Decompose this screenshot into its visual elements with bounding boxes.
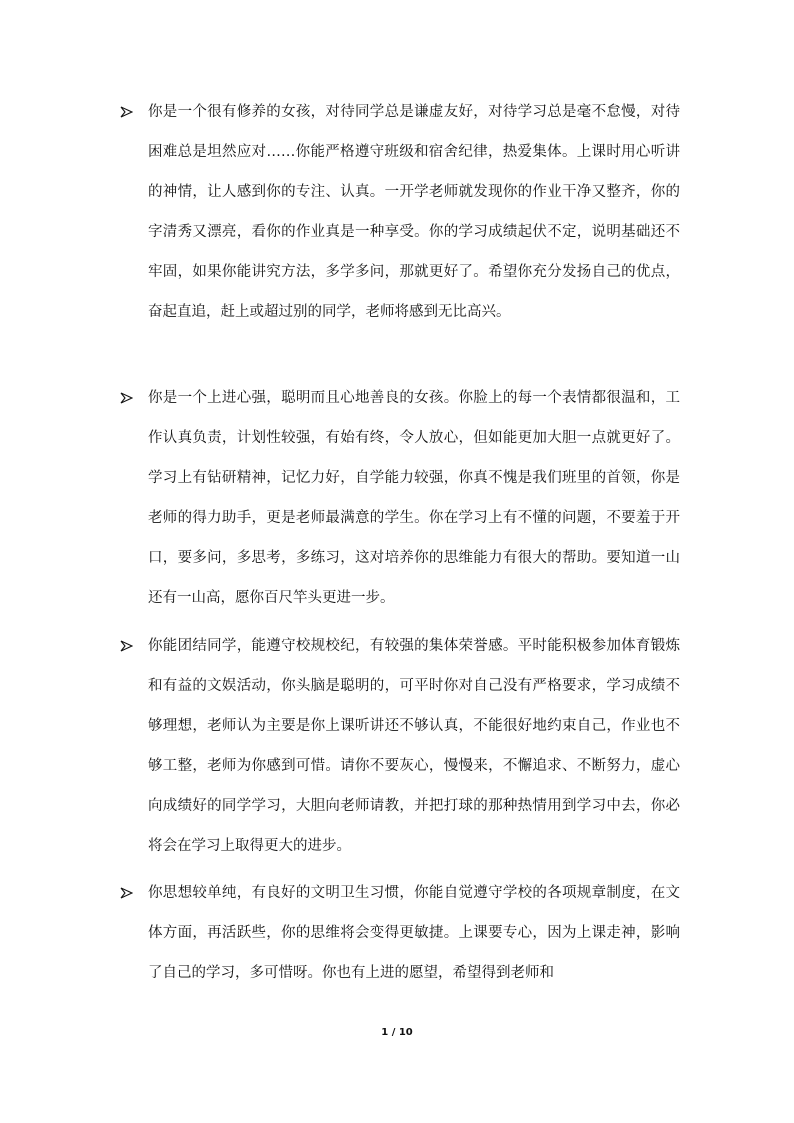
arrow-bullet-icon bbox=[120, 873, 134, 913]
arrow-bullet-icon bbox=[120, 378, 134, 418]
arrow-bullet-icon bbox=[120, 626, 134, 666]
comment-item bbox=[120, 378, 680, 618]
comment-item bbox=[120, 626, 680, 866]
comment-text: 你是一个很有修养的女孩，对待同学总是谦虚友好，对待学习总是毫不怠慢，对待困难总是坦然应对……你能严格遵守班级和宿舍纪律，热爱集体。上课时用心听讲的神情，让人感到你的专注、认真。一开学老师就发现你的作业干净又整齐，你的字清秀又漂亮，看你的作业真是一种享受。你的学习成绩起伏不定，说明基础还不牢固，如果你能讲究方法，多学多问，那就更好了。希望你充分发扬自己的优点，奋起直追，赶上或超过别的同学，老师将感到无比高兴。 bbox=[148, 104, 680, 320]
comment-text: 你能团结同学，能遵守校规校纪，有较强的集体荣誉感。平时能积极参加体育锻炼和有益的文娱活动，你头脑是聪明的，可平时你对自己没有严格要求，学习成绩不够理想，老师认为主要是你上课听讲还不够认真，不能很好地约束自己，作业也不够工整，老师为你感到可惜。请你不要灰心，慢慢来，不懈追求、不断努力，虚心向成绩好的同学学习，大胆向老师请教，并把打球的那种热情用到学习中去，你必将会在学习上取得更大的进步。 bbox=[148, 638, 680, 854]
page-number: 1 / 10 bbox=[381, 1027, 413, 1038]
arrow-bullet-icon bbox=[120, 92, 134, 132]
comment-item bbox=[120, 873, 680, 993]
comment-text: 你是一个上进心强，聪明而且心地善良的女孩。你脸上的每一个表情都很温和，工作认真负责，计划性较强，有始有终，令人放心，但如能更加大胆一点就更好了。学习上有钻研精神，记忆力好，自学能力较强，你真不愧是我们班里的首领，你是老师的得力助手，更是老师最满意的学生。你在学习上有不懂的问题，不要羞于开口，要多问，多思考，多练习，这对培养你的思维能力有很大的帮助。要知道一山还有一山高，愿你百尺竿头更进一步。 bbox=[148, 390, 680, 606]
comment-text: 你思想较单纯，有良好的文明卫生习惯，你能自觉遵守学校的各项规章制度，在文体方面，再活跃些，你的思维将会变得更敏捷。上课要专心，因为上课走神，影响了自己的学习，多可惜呀。你也有上进的愿望，希望得到老师和 bbox=[148, 885, 680, 981]
comment-item bbox=[120, 92, 680, 332]
